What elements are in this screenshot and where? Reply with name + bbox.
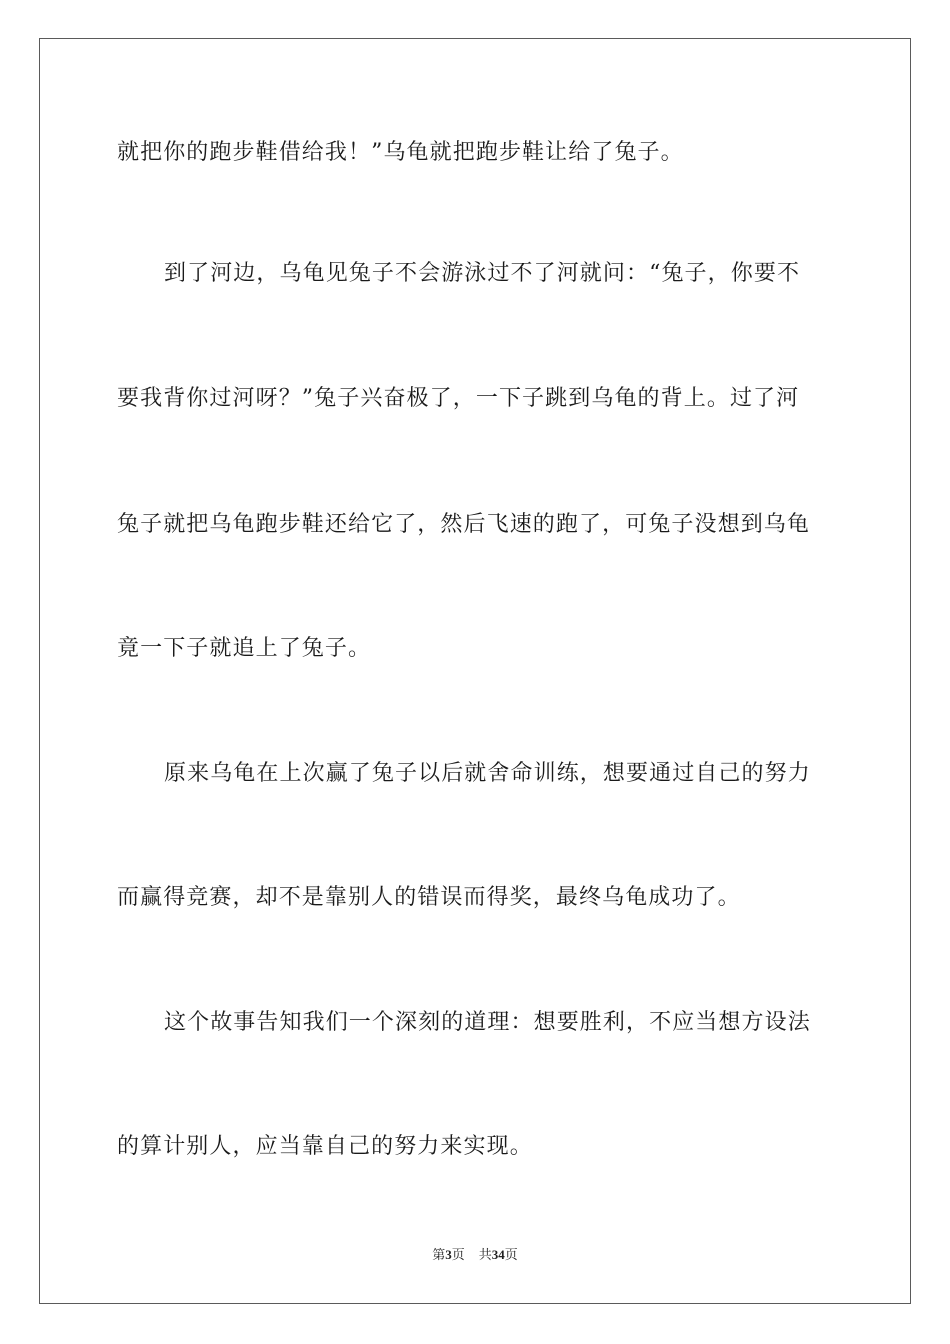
total-prefix: 共 xyxy=(478,1248,492,1263)
text-line-4: 兔子就把乌龟跑步鞋还给它了，然后飞速的跑了，可兔子没想到乌龟 xyxy=(117,512,811,537)
text-line-6: 原来乌龟在上次赢了兔子以后就舍命训练，想要通过自己的努力 xyxy=(164,761,811,786)
page-footer xyxy=(0,1246,950,1265)
text-line-9: 的算计别人，应当靠自己的努力来实现。 xyxy=(117,1134,533,1159)
page-border xyxy=(39,38,911,1304)
page-suffix: 页 xyxy=(451,1248,465,1263)
page-number: 3 xyxy=(445,1247,452,1262)
text-line-8: 这个故事告知我们一个深刻的道理：想要胜利，不应当想方设法 xyxy=(164,1010,811,1035)
text-line-2: 到了河边，乌龟见兔子不会游泳过不了河就问：“兔子，你要不 xyxy=(164,261,801,286)
total-pages: 34 xyxy=(491,1247,505,1262)
text-line-1: 就把你的跑步鞋借给我！”乌龟就把跑步鞋让给了兔子。 xyxy=(117,140,684,165)
total-suffix: 页 xyxy=(504,1248,518,1263)
text-line-7: 而赢得竞赛，却不是靠别人的错误而得奖，最终乌龟成功了。 xyxy=(117,885,741,910)
page-prefix: 第 xyxy=(432,1248,446,1263)
text-line-5: 竟一下子就追上了兔子。 xyxy=(117,636,372,661)
text-line-3: 要我背你过河呀？”兔子兴奋极了，一下子跳到乌龟的背上。过了河 xyxy=(117,386,800,411)
